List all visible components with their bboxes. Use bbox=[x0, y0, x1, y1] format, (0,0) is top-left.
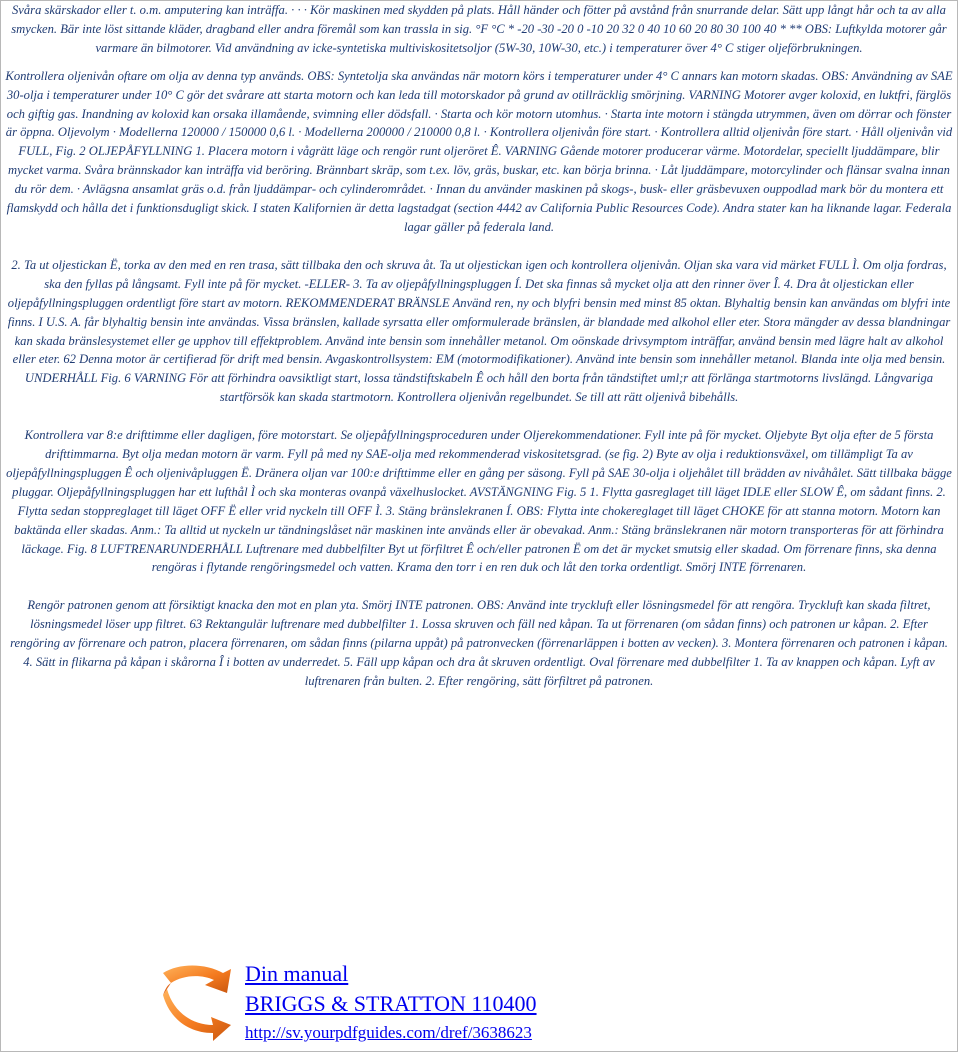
manual-link[interactable]: Din manual bbox=[245, 961, 349, 986]
paragraph-safety-oil: Svåra skärskador eller t. o.m. amputering kan inträffa. · · · Kör maskinen med skydden på plats. Håll händer och fötter på avstånd från snurrande delar. Sätt upp långt hår och ta av alla smycken. Bär inte löst sittande kläder, dragband eller andra föremål som kan trassla in sig. °F °C * -20 -30 -20 0 -10 20 32 0 40 10 60 20 80 30 100 40 * ** OBS: Luftkylda motorer går varmare än bilmotorer. Vid användning av icke-syntetiska multiviskositetsoljor (5W-30, 10W-30, etc.) i temperaturer över 4° C stiger oljeförbrukningen. bbox=[11, 3, 947, 55]
paragraph-maintenance: Kontrollera var 8:e drifttimme eller dagligen, före motorstart. Se oljepåfyllningsproceduren under Oljerekommendationer. Fyll inte på för mycket. Oljebyte Byt olja efter de 5 första drifttimmarna. Byt olja medan motorn är varm. Fyll på med ny SAE-olja med rekommenderad viskositetsgrad. (se fig. 2) Byte av olja i reduktionsväxel, om tillämpligt Ta av oljepåfyllningspluggen Ê och oljenivåpluggen Ë. Dränera oljan var 100:e drifttimme eller en gång per säsong. Fyll på SAE 30-olja i oljehålet till brädden av nivåhålet. Sätt tillbaka bägge pluggar. Oljepåfyllningspluggen har ett lufthål Ì och ska monteras ovanpå växelhuslocket. AVSTÄNGNING Fig. 5 1. Flytta gasreglaget till läget IDLE eller SLOW Ê, om sådant finns. 2. Flytta sedan stoppreglaget till läget OFF Ë eller vrid nyckeln till OFF Ì. 3. Stäng bränslekranen Í. OBS: Flytta inte chokereglaget till läget CHOKE för att stanna motorn. Motorn kan baktända eller skadas. Anm.: Ta alltid ut nyckeln ur tändningslåset när maskinen inte används eller är obevakad. Anm.: Stäng bränslekranen när motorn transporteras för att förhindra läckage. Fig. 8 LUFTRENARUNDERHÅLL Luftrenare med dubbelfilter Byt ut förfiltret Ê och/eller patronen Ë om det är mycket smutsig eller skadad. Om förrenare finns, ska denna rengöras i flytande rengöringsmedel och vatten. Krama den torr i en ren duk och låt den torka ordentligt. Smörj INTE förrenaren. bbox=[6, 428, 952, 575]
url-link[interactable]: http://sv.yourpdfguides.com/dref/3638623 bbox=[245, 1023, 532, 1042]
paragraph-air-cleaner: Rengör patronen genom att försiktigt knacka den mot en plan yta. Smörj INTE patronen. OBS: Använd inte tryckluft eller lösningsmedel för att rengöra. Tryckluft kan skada filtret, lösningsmedel löser upp filtret. 63 Rektangulär luftrenare med dubbelfilter 1. Lossa skruven och fäll ned kåpan. Ta ut förrenaren (om sådan finns) och patronen ur kåpan. 2. Efter rengöring av förrenare och patron, placera förrenaren, om sådan finns (pilarna uppåt) på patronvecken (förrenarläppen i botten av vecken). 3. Montera förrenaren och patronen i kåpan. 4. Sätt in flikarna på kåpan i skårorna Î i botten av underredet. 5. Fäll upp kåpan och dra åt skruven ordentligt. Oval förrenare med dubbelfilter 1. Ta av knappen och kåpan. Lyft av luftrenaren från bulten. 2. Efter rengöring, sätt förfiltret på patronen. bbox=[10, 598, 948, 688]
orange-arrow-logo-icon bbox=[157, 959, 237, 1043]
footer-links bbox=[245, 959, 537, 1047]
paragraph-dipstick-fuel: 2. Ta ut oljestickan Ë, torka av den med en ren trasa, sätt tillbaka den och skruva åt. Ta ut oljestickan igen och kontrollera oljenivån. Oljan ska vara vid märket FULL Ì. Om olja fordras, ska den fyllas på långsamt. Fyll inte på för mycket. -ELLER- 3. Ta av oljepåfyllningspluggen Í. Det ska finnas så mycket olja att den rinner över Î. 4. Dra åt oljestickan eller oljepåfyllningspluggen ordentligt före start av motorn. REKOMMENDERAT BRÄNSLE Använd ren, ny och blyfri bensin med minst 85 oktan. Blyhaltig bensin kan användas om blyfri inte finns. I U.S. A. får blyhaltig bensin inte användas. Vissa bränslen, kallade syrsatta eller omformulerade bränslen, är blandade med alkohol eller eter. Stora mängder av dessa blandningar kan skada bränslesystemet eller ge upphov till effektproblem. Använd inte bensin som innehåller metanol. Om oönskade drivsymptom inträffar, använd bensin med lägre halt av alkohol eller eter. 62 Denna motor är certifierad för drift med bensin. Avgaskontrollsystem: EM (motormodifikationer). Använd inte bensin som innehåller metanol. Blanda inte olja med bensin. UNDERHÅLL Fig. 6 VARNING För att förhindra oavsiktligt start, lossa tändstiftskabeln Ê och håll den borta från tändstiftet uml;r att förlänga startmotorns livslängd. Långvariga startförsök kan skada startmotorn. Kontrollera oljenivån regelbundet. Se till att rätt oljenivå bibehålls. bbox=[7, 257, 951, 405]
footer bbox=[157, 959, 857, 1051]
model-link[interactable]: BRIGGS & STRATTON 110400 bbox=[245, 991, 537, 1016]
paragraph-oil-level-warnings: Kontrollera oljenivån oftare om olja av denna typ används. OBS: Syntetolja ska användas när motorn körs i temperaturer under 4° C annars kan motorn skadas. OBS: Användning av SAE 30-olja i temperaturer under 10° C gör det svårare att starta motorn och kan leda till motorskador på grund av otillräcklig smörjning. VARNING Motorer avger koloxid, en luktfri, färglös och giftig gas. Inandning av koloxid kan orsaka illamående, svimning eller dödsfall. · Starta och kör motorn utomhus. · Starta inte motorn i stängda utrymmen, även om dörrar och fönster är öppna. Oljevolym · Modellerna 120000 / 150000 0,6 l. · Modellerna 200000 / 210000 0,8 l. · Kontrollera oljenivån före start. · Kontrollera alltid oljenivån före start. · Håll oljenivån vid FULL, Fig. 2 OLJEPÅFYLLNING 1. Placera motorn i vågrätt läge och rengör runt oljeröret Ê. VARNING Gående motorer producerar värme. Motordelar, speciellt ljuddämpare, blir mycket varma. Svåra brännskador kan inträffa vid beröring. Brännbart skräp, som t.ex. löv, gräs, buskar, etc. kan börja brinna. · Låt ljuddämpare, motorcylinder och flänsar svalna innan du rör dem. · Avlägsna ansamlat gräs o.d. från ljuddämpar- och cylinderområdet. · Innan du använder maskinen på skogs-, busk- eller gräsbevuxen ouppodlad mark bör du montera ett flamskydd och hålla det i funktionsdugligt skick. I staten Kalifornien är detta lagstadgat (section 4442 av California Public Resources Code). Andra stater kan ha liknande lagar. Federala lagar gäller på federala land. bbox=[5, 68, 953, 234]
